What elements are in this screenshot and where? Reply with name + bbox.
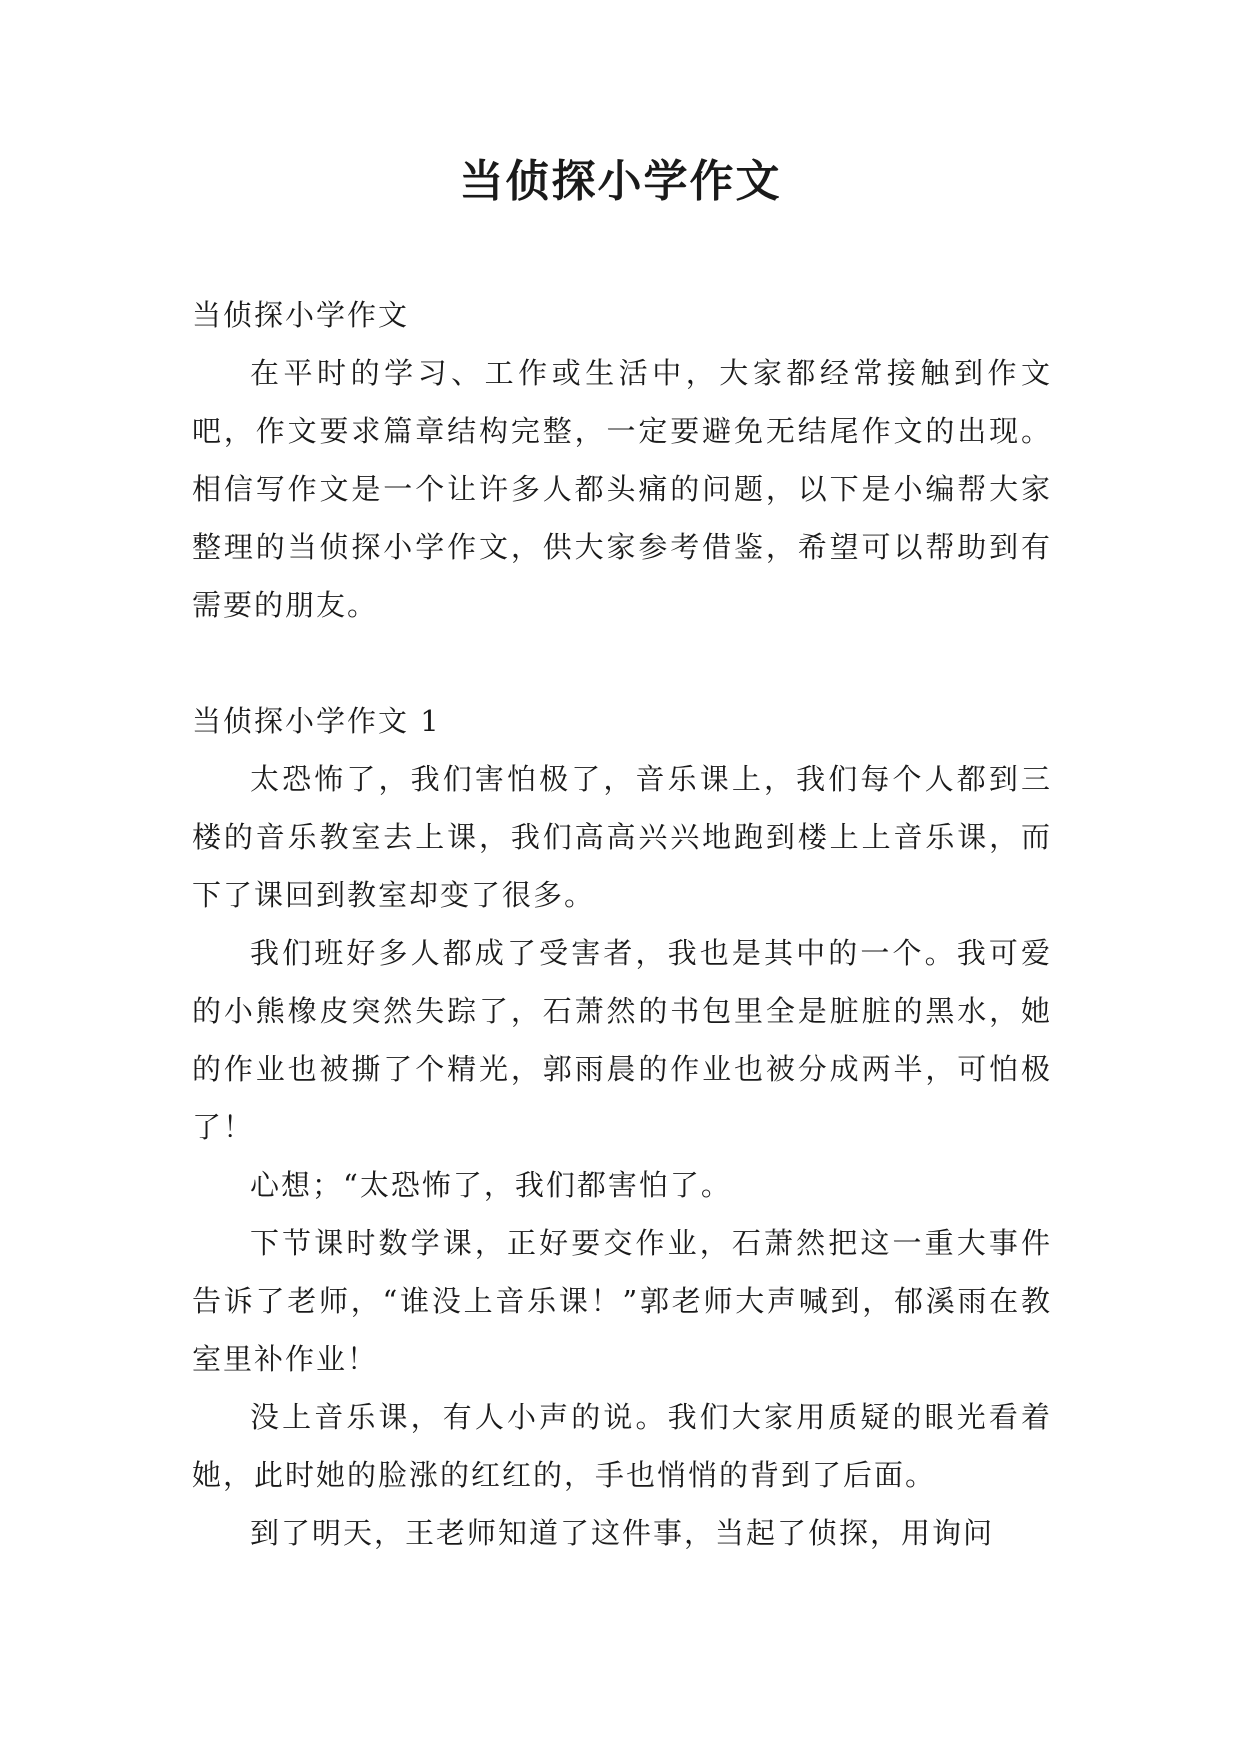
essay-paragraph: 我们班好多人都成了受害者，我也是其中的一个。我可爱的小熊橡皮突然失踪了，石萧然的书包里全是脏脏的黑水，她的作业也被撕了个精光，郭雨晨的作业也被分成两半，可怕极了！	[192, 936, 1052, 1144]
essay-paragraph: 心想；“太恐怖了，我们都害怕了。	[250, 1168, 732, 1202]
document-body	[192, 286, 1052, 1562]
essay-paragraph: 下节课时数学课，正好要交作业，石萧然把这一重大事件告诉了老师，“谁没上音乐课！”郭老师大声喊到，郁溪雨在教室里补作业！	[192, 1226, 1052, 1376]
essay-paragraph: 到了明天，王老师知道了这件事，当起了侦探，用询问	[250, 1516, 995, 1550]
essay-heading: 当侦探小学作文 1	[192, 704, 441, 738]
document-title: 当侦探小学作文	[459, 156, 782, 207]
intro-heading: 当侦探小学作文	[192, 298, 410, 332]
section-spacer	[192, 634, 1052, 692]
intro-paragraph: 在平时的学习、工作或生活中，大家都经常接触到作文吧，作文要求篇章结构完整，一定要避免无结尾作文的出现。相信写作文是一个让许多人都头痛的问题，以下是小编帮大家整理的当侦探小学作文，供大家参考借鉴，希望可以帮助到有需要的朋友。	[192, 356, 1052, 622]
essay-paragraph: 没上音乐课，有人小声的说。我们大家用质疑的眼光看着她，此时她的脸涨的红红的，手也悄悄的背到了后面。	[192, 1400, 1052, 1492]
essay-paragraph: 太恐怖了，我们害怕极了，音乐课上，我们每个人都到三楼的音乐教室去上课，我们高高兴兴地跑到楼上上音乐课，而下了课回到教室却变了很多。	[192, 762, 1052, 912]
